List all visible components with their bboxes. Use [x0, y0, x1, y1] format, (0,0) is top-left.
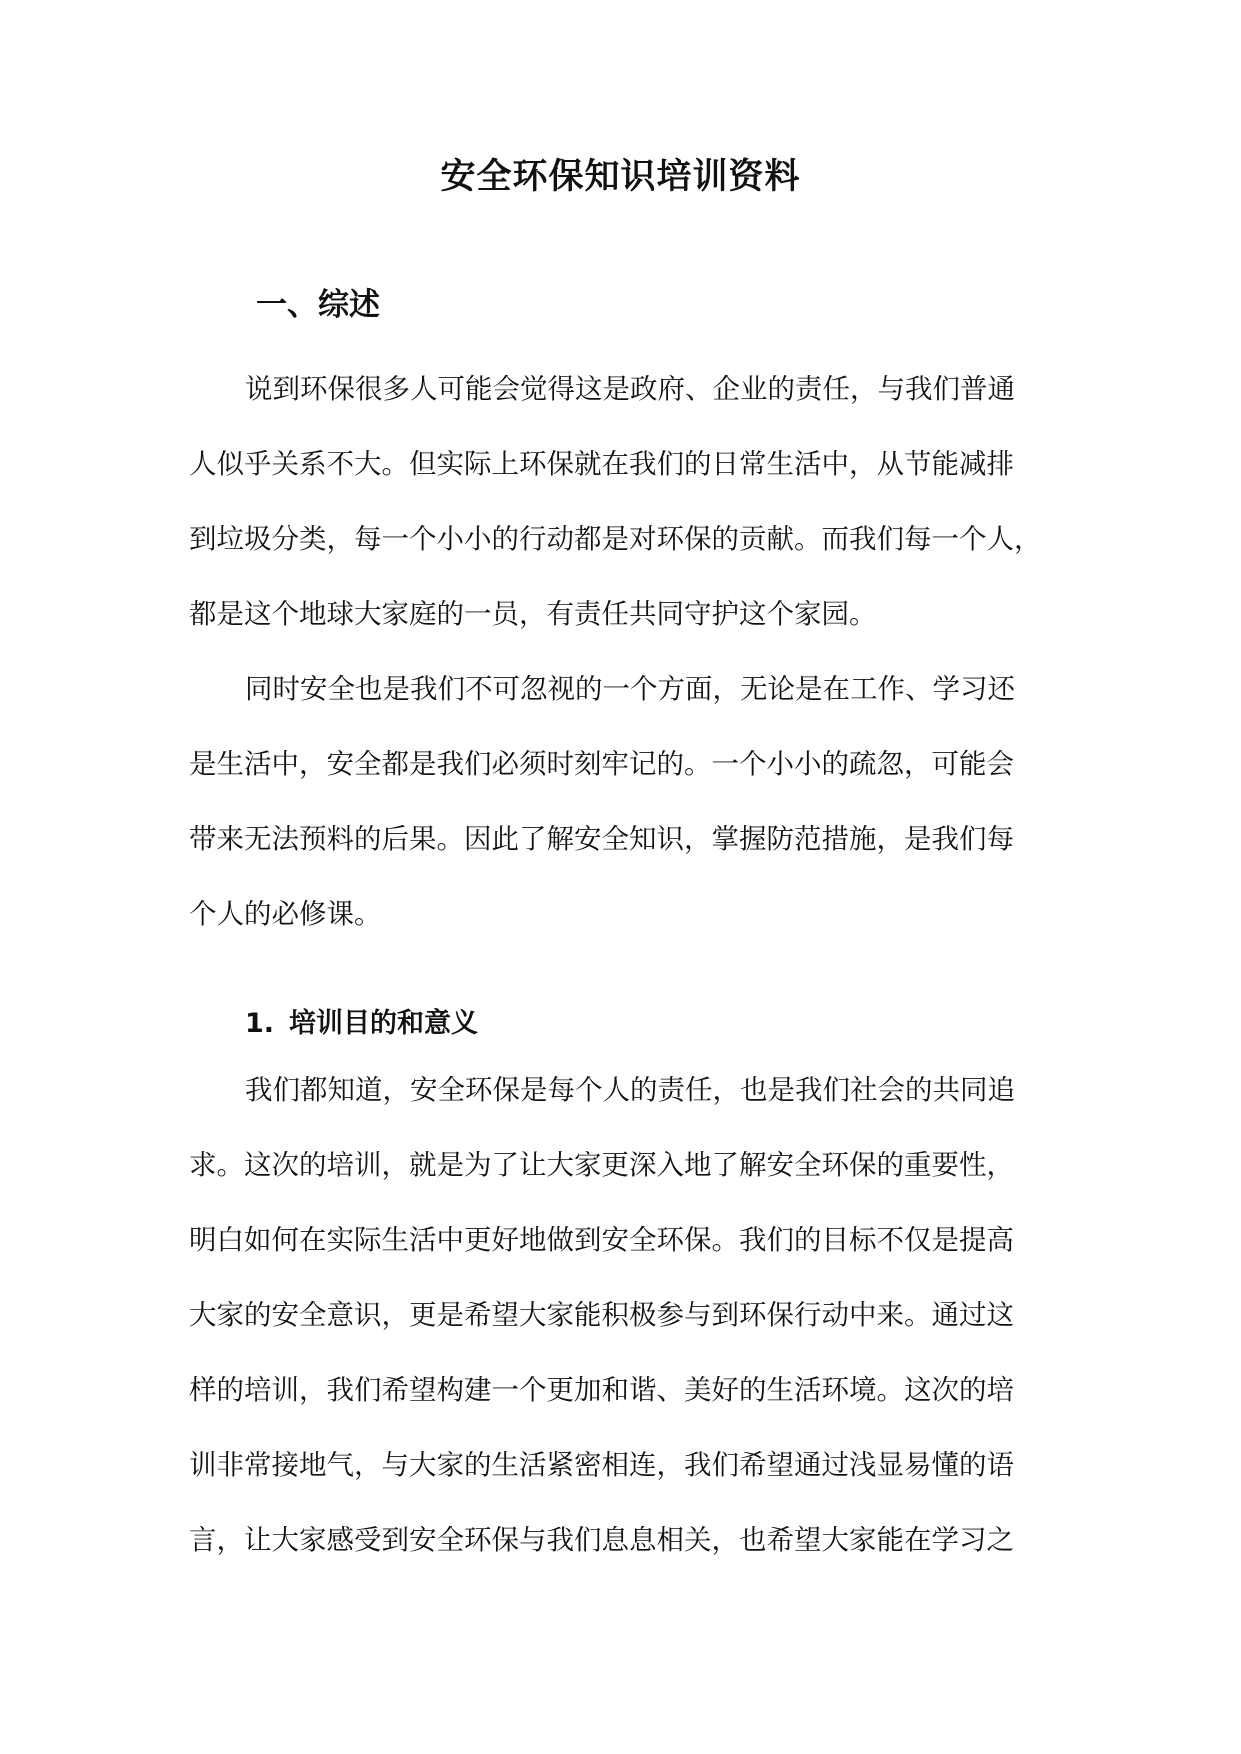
text-line: 明白如何在实际生活中更好地做到安全环保。我们的目标不仅是提高 — [189, 1224, 1014, 1256]
text-line: 言，让大家感受到安全环保与我们息息相关，也希望大家能在学习之 — [189, 1524, 1014, 1556]
text-line: 人似乎关系不大。但实际上环保就在我们的日常生活中，从节能减排 — [189, 448, 1014, 480]
text-line: 说到环保很多人可能会觉得这是政府、企业的责任，与我们普通 — [245, 373, 1015, 405]
section-heading-overview: 一、综述 — [256, 287, 380, 323]
text-line: 我们都知道，安全环保是每个人的责任，也是我们社会的共同追 — [245, 1074, 1015, 1106]
paragraph-safety — [189, 652, 1057, 952]
paragraph-environment — [189, 352, 1057, 652]
page-title: 安全环保知识培训资料 — [440, 157, 801, 197]
subsection-number: 1. — [245, 1008, 275, 1039]
text-line: 是生活中，安全都是我们必须时刻牢记的。一个小小的疏忽，可能会 — [189, 748, 1014, 780]
paragraph-training-purpose — [189, 1053, 1057, 1578]
text-line: 求。这次的培训，就是为了让大家更深入地了解安全环保的重要性， — [189, 1149, 1014, 1181]
text-line: 样的培训，我们希望构建一个更加和谐、美好的生活环境。这次的培 — [189, 1374, 1014, 1406]
text-line: 训非常接地气，与大家的生活紧密相连，我们希望通过浅显易懂的语 — [189, 1449, 1014, 1481]
text-line: 大家的安全意识，更是希望大家能积极参与到环保行动中来。通过这 — [189, 1299, 1014, 1331]
subsection-heading-training-purpose — [245, 1004, 478, 1044]
text-line: 到垃圾分类，每一个小小的行动都是对环保的贡献。而我们每一个人， — [189, 523, 1042, 555]
text-line: 同时安全也是我们不可忽视的一个方面，无论是在工作、学习还 — [245, 673, 1015, 705]
text-line: 带来无法预料的后果。因此了解安全知识，掌握防范措施，是我们每 — [189, 823, 1014, 855]
text-line: 个人的必修课。 — [189, 898, 382, 930]
text-line: 都是这个地球大家庭的一员，有责任共同守护这个家园。 — [189, 598, 877, 630]
subsection-title: 培训目的和意义 — [289, 1008, 478, 1039]
